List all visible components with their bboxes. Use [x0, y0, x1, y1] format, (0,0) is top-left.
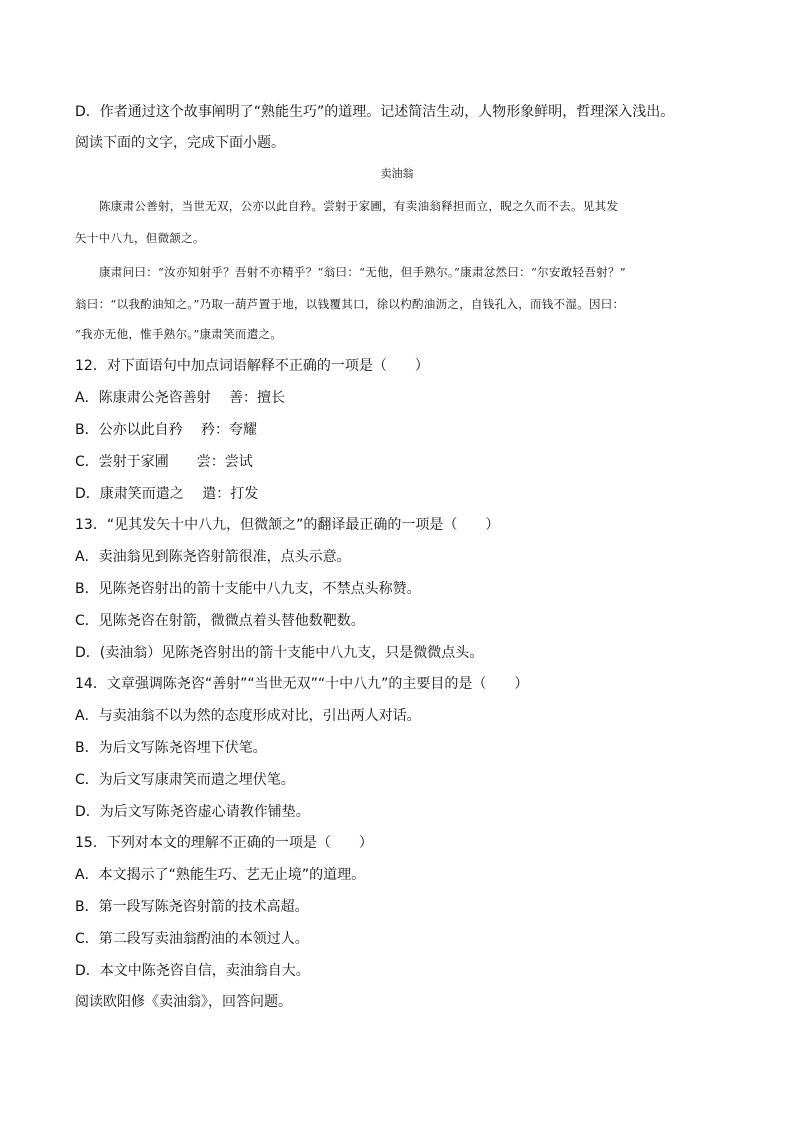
passage-title: 卖油翁 [380, 167, 414, 180]
option-a: A．与卖油翁不以为然的态度形成对比，引出两人对话。 [75, 708, 421, 724]
option-d: D．为后文写陈尧咨虚心请教作铺垫。 [75, 804, 310, 820]
passage-p2-line2: 翁曰：“以我酌油知之。”乃取一葫芦置于地，以钱覆其口，徐以杓酌油沥之，自钱孔入，而钱不湿。因曰： [75, 297, 625, 311]
prev-option-d: D．作者通过这个故事阐明了“熟能生巧”的道理。记述简洁生动，人物形象鲜明，哲理深入浅出。 [75, 104, 675, 120]
option-a: A．陈康肃公尧咨善射 善：擅长 [75, 390, 286, 406]
option-c: C．尝射于家圃 尝：尝试 [75, 454, 253, 470]
question-stem: 15．下列对本文的理解不正确的一项是（ ） [75, 835, 373, 851]
option-b: B．为后文写陈尧咨埋下伏笔。 [75, 740, 267, 756]
question-stem: 14．文章强调陈尧咨“善射”“当世无双”“十中八九”的主要目的是（ ） [75, 676, 529, 692]
option-d: D．(卖油翁）见陈尧咨射出的箭十支能中八九支，只是微微点头。 [75, 645, 484, 661]
option-b: B．第一段写陈尧咨射箭的技术高超。 [75, 899, 309, 915]
option-b: B．见陈尧咨射出的箭十支能中八九支，不禁点头称赞。 [75, 581, 421, 597]
question-stem: 13．“见其发矢十中八九，但微颔之”的翻译最正确的一项是（ ） [75, 517, 500, 533]
passage-p1-line1: 陈康肃公善射，当世无双，公亦以此自矜。尝射于家圃，有卖油翁释担而立，睨之久而不去。见其发 [99, 199, 619, 213]
passage-p2-line1: 康肃问曰：“汝亦知射乎？吾射不亦精乎？”翁曰：“无他，但手熟尔。”康肃忿然曰：“尔安敢轻吾射？” [99, 265, 626, 279]
reading-instruction: 阅读下面的文字，完成下面小题。 [75, 135, 285, 151]
option-c: C．见陈尧咨在射箭，微微点着头替他数靶数。 [75, 613, 365, 629]
question-stem: 12．对下面语句中加点词语解释不正确的一项是（ ） [75, 358, 429, 374]
option-a: A．卖油翁见到陈尧咨射箭很准，点头示意。 [75, 549, 351, 565]
passage-p1-line2: 矢十中八九，但微颔之。 [75, 231, 205, 245]
option-c: C．第二段写卖油翁酌油的本领过人。 [75, 931, 309, 947]
footer-instruction: 阅读欧阳修《卖油翁》，回答问题。 [75, 994, 292, 1010]
option-b: B．公亦以此自矜 矜：夸耀 [75, 422, 258, 438]
option-c: C．为后文写康肃笑而遣之埋伏笔。 [75, 772, 295, 788]
option-a: A．本文揭示了“熟能生巧、艺无止境”的道理。 [75, 867, 366, 883]
passage-p2-line3: “我亦无他，惟手熟尔。”康肃笑而遣之。 [75, 327, 283, 341]
option-d: D．康肃笑而遣之 遣：打发 [75, 486, 259, 502]
option-d: D．本文中陈尧咨自信，卖油翁自大。 [75, 963, 310, 979]
